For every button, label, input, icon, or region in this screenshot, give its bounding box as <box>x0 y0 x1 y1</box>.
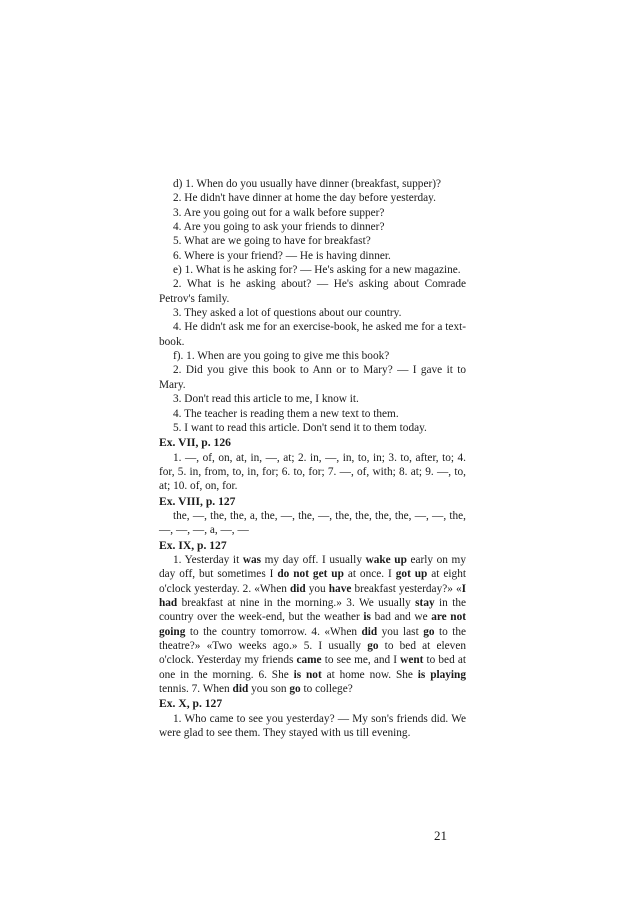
bold-answer: go <box>367 640 379 652</box>
text-run: early on my day off, but sometimes I <box>159 553 466 581</box>
section-heading: Ex. IX, p. 127 <box>159 538 227 552</box>
bold-answer: I had <box>159 582 467 609</box>
bold-answer: did <box>232 683 249 696</box>
bold-answer: go <box>423 625 435 638</box>
section-heading: Ex. X, p. 127 <box>159 697 223 711</box>
text-run: to the country tomorrow. 4. «When <box>185 625 362 638</box>
bold-answer: did <box>361 625 378 638</box>
text-line: 2. What is he asking about? — He's asking about Comrade Petrov's family. <box>159 278 466 305</box>
text-run: to college? <box>300 683 353 696</box>
text-line: 2. He didn't have dinner at home the day before yesterday. <box>173 192 436 205</box>
text-line: 4. The teacher is reading them a new text to them. <box>173 407 399 420</box>
page-number: 21 <box>434 828 447 843</box>
section-heading: Ex. VIII, p. 127 <box>159 494 236 508</box>
text-run: breakfast yesterday?» « <box>351 582 462 595</box>
text-run: at once. I <box>343 568 396 581</box>
text-run: to bed at eleven o'clock. Yesterday my friends <box>159 640 466 667</box>
bold-answer: do not get up <box>277 568 344 581</box>
text-run: my day off. I usually <box>261 553 366 566</box>
bold-answer: was <box>242 553 262 566</box>
text-run: to see me, and I <box>321 654 401 667</box>
text-run: bad and we <box>370 611 432 624</box>
bold-answer: went <box>400 654 424 667</box>
text-line: 3. They asked a lot of questions about our country. <box>173 307 402 320</box>
text-run: breakfast at nine in the morning.» 3. We usually <box>177 596 416 609</box>
text-run: to the theatre?» «Two weeks ago.» 5. I usually <box>159 625 466 652</box>
bold-answer: came <box>296 654 322 667</box>
text-line: 2. Did you give this book to Ann or to Mary? — I gave it to Mary. <box>159 364 466 391</box>
bold-answer: stay <box>415 596 435 609</box>
bold-answer: wake up <box>365 553 407 566</box>
answer-paragraph: the, —, the, the, a, the, —, the, —, the, the, the, the, —, —, the, —, —, —, a, —, — <box>159 509 466 537</box>
text-run: tennis. 7. When <box>159 683 233 696</box>
text-run: you last <box>377 625 424 638</box>
text-line: d) 1. When do you usually have dinner (breakfast, supper)? <box>173 178 442 190</box>
text-line: 5. What are we going to have for breakfast? <box>173 235 371 248</box>
answer-paragraph: 1. Who came to see you yesterday? — My son's friends did. We were glad to see them. They stayed with us till evening. <box>159 712 466 740</box>
text-line: f). 1. When are you going to give me this book? <box>173 350 390 363</box>
answer-paragraph <box>159 553 466 696</box>
text-run: at eight o'clock yesterday. 2. «When <box>159 568 466 595</box>
text-line: 6. Where is your friend? — He is having dinner. <box>173 249 391 262</box>
bold-answer: are not going <box>159 611 466 638</box>
text-line: 4. He didn't ask me for an exercise-book, he asked me for a text-book. <box>159 321 466 348</box>
bold-answer: go <box>289 683 301 696</box>
bold-answer: is not <box>293 668 322 681</box>
text-line: 3. Are you going out for a walk before supper? <box>173 206 385 219</box>
bold-answer: have <box>328 582 352 595</box>
text-run: in the country over the week-end, but the weather <box>159 596 466 624</box>
text-line: 3. Don't read this article to me, I know it. <box>173 393 359 406</box>
text-run: you son <box>248 683 290 696</box>
section-heading: Ex. VII, p. 126 <box>159 436 231 450</box>
bold-answer: got up <box>395 568 428 581</box>
text-run: at home now. She <box>321 668 418 681</box>
answer-paragraph: 1. —, of, on, at, in, —, at; 2. in, —, in, to, in; 3. to, after, to; 4. for, 5. in, from, to, in, for; 6. to, for; 7. —, of, with; 8. at; 9. —, to, at; 10. of, on, for. <box>159 451 466 493</box>
bold-answer: is <box>363 611 371 624</box>
text-line: 5. I want to read this article. Don't send it to them today. <box>173 421 427 434</box>
bold-answer: is playing <box>417 668 466 681</box>
text-line: e) 1. What is he asking for? — He's asking for a new magazine. <box>173 264 461 277</box>
text-run: to bed at one in the morning. 6. She <box>159 654 466 681</box>
bold-answer: did <box>289 582 306 595</box>
text-run: you <box>305 582 329 595</box>
text-run: 1. Yesterday it <box>173 553 243 566</box>
page-text <box>159 177 466 740</box>
text-line: 4. Are you going to ask your friends to dinner? <box>173 221 385 234</box>
